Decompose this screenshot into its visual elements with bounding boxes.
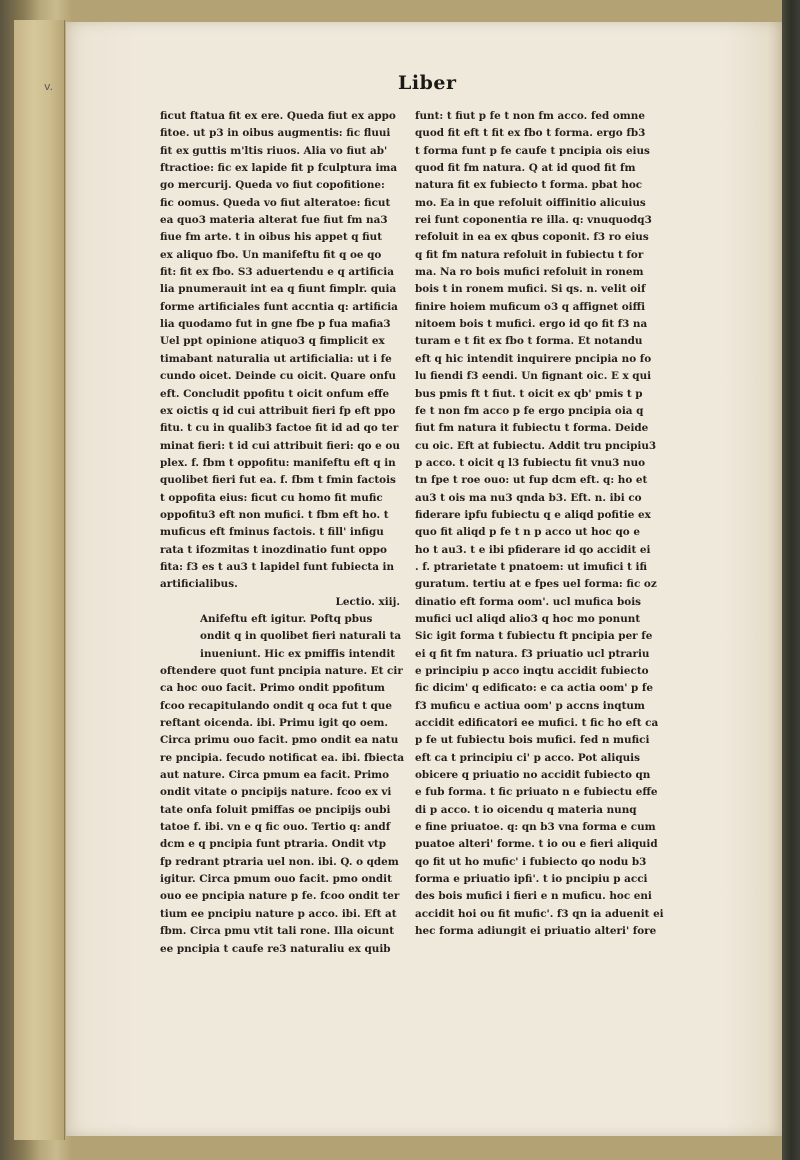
text-line: quo fit aliqd p fe t n p acco ut hoc qo e xyxy=(415,526,640,539)
text-line: guratum. tertiu at e fpes uel forma: fic oz xyxy=(415,578,657,591)
text-line: puatoe alteri' forme. t io ou e fieri aliquid xyxy=(415,838,658,851)
text-line: rei funt coponentia re illa. q: vnuquodq3 xyxy=(415,214,652,227)
text-line: bois t in ronem mufici. Si qs. n. velit oif xyxy=(415,283,646,296)
text-line: ei q fit fm natura. f3 priuatio ucl ptrariu xyxy=(415,647,650,660)
running-header: Liber xyxy=(398,72,457,94)
text-line: ex aliquo fbo. Un manifeftu fit q oe qo xyxy=(160,248,382,261)
text-line: fp redrant ptraria uel non. ibi. Q. o qdem xyxy=(160,855,399,868)
text-line: e principiu p acco inqtu accidit fubiecto xyxy=(415,665,649,677)
text-line: fiderare ipfu fubiectu q e aliqd pofitie ex xyxy=(415,508,651,521)
text-line: Circa primu ouo facit. pmo ondit ea natu xyxy=(160,734,399,747)
text-line: rata t ifozmitas t inozdinatio funt oppo xyxy=(160,543,387,556)
text-line: inueniunt. Hic ex pmiffis intendit xyxy=(200,647,396,660)
text-line: fic oomus. Queda vo fiut alteratoe: ficut xyxy=(160,196,391,209)
text-line: hec forma adiungit ei priuatio alteri' fore xyxy=(415,925,657,938)
text-line: ouo ee pncipia nature p fe. fcoo ondit ter xyxy=(160,890,400,903)
text-line: fe t non fm acco p fe ergo pncipia oia q xyxy=(415,404,644,417)
text-line: mo. Ea in que refoluit oiffinitio alicuius xyxy=(415,196,646,209)
text-line: plex. f. fbm t oppofitu: manifeftu eft q in xyxy=(160,456,396,469)
text-line: go mercurij. Queda vo fiut copofitione: xyxy=(160,179,385,192)
text-line: . f. ptrarietate t pnatoem: ut imufici t ifi xyxy=(415,560,648,573)
text-line: fita: f3 es t au3 t lapidel funt fubiecta in xyxy=(160,560,395,573)
text-line: ondit q in quolibet fieri naturali ta xyxy=(200,630,402,643)
text-line: natura fit ex fubiecto t forma. pbat hoc xyxy=(415,179,643,192)
text-line: p fe ut fubiectu bois mufici. fed n mufici xyxy=(415,734,650,747)
text-line: fbm. Circa pmu vtit tali rone. Illa oicunt xyxy=(160,925,395,938)
text-line: obicere q priuatio no accidit fubiecto qn xyxy=(415,769,651,782)
text-line: mufici ucl aliqd alio3 q hoc mo ponunt xyxy=(415,612,641,625)
text-line: quod fit fm natura. Q at id quod fit fm xyxy=(415,162,636,175)
text-line: ho t au3. t e ibi pfiderare id qo accidit ei xyxy=(415,543,651,556)
text-line: ex oictis q id cui attribuit fieri fp eft ppo xyxy=(160,404,396,417)
text-line: oppofitu3 eft non mufici. t fbm eft ho. t xyxy=(160,508,389,521)
text-line: tatoe f. ibi. vn e q fic ouo. Tertio q: andf xyxy=(160,821,391,834)
text-line: fit: fit ex fbo. S3 aduertendu e q artificia xyxy=(160,266,394,279)
text-line: reftant oicenda. ibi. Primu igit qo oem. xyxy=(160,717,389,730)
text-line: timabant naturalia ut artificialia: ut i fe xyxy=(160,352,392,365)
text-line: dinatio eft forma oom'. ucl mufica bois xyxy=(415,595,642,608)
text-line: eft ca t principiu ci' p acco. Pot aliquis xyxy=(415,751,640,764)
text-line: eft q hic intendit inquirere pncipia no fo xyxy=(415,352,652,365)
text-line: finire hoiem muficum o3 q affignet oiffi xyxy=(415,300,646,313)
text-line: au3 t ois ma nu3 qnda b3. Eft. n. ibi co xyxy=(415,491,642,504)
lectio-heading: Lectio. xiij. xyxy=(335,595,400,608)
text-line: lia quodamo fut in gne fbe p fua mafia3 xyxy=(160,318,391,331)
text-line: artificialibus. xyxy=(160,578,238,591)
text-line: qo fit ut ho mufic' i fubiecto qo nodu b3 xyxy=(415,855,647,868)
text-line: refoluit in ea ex qbus coponit. f3 ro eius xyxy=(415,231,649,244)
left-page-edge xyxy=(14,20,65,1140)
text-line: re pncipia. fecudo notificat ea. ibi. fbiecta xyxy=(160,751,405,764)
text-line: tate onfa foluit pmiffas oe pncipijs oubi xyxy=(160,803,391,816)
text-line: lu fiendi f3 eendi. Un fignant oic. E x qui xyxy=(415,370,652,383)
margin-mark: v. xyxy=(44,80,54,93)
right-binding-edge xyxy=(782,0,800,1160)
text-line: e fub forma. t fic priuato n e fubiectu effe xyxy=(415,786,658,799)
text-line: quod fit eft t fit ex fbo t forma. ergo fb3 xyxy=(415,127,646,140)
text-line: p acco. t oicit q l3 fubiectu fit vnu3 nuo xyxy=(415,456,646,469)
text-line: t forma funt p fe caufe t pncipia ois eius xyxy=(415,144,650,157)
text-line: bus pmis ft t fiut. t oicit ex qb' pmis t p xyxy=(415,387,643,400)
text-line: ftractioe: fic ex lapide fit p fculptura ima xyxy=(160,162,398,175)
text-line: aut nature. Circa pmum ea facit. Primo xyxy=(160,769,390,782)
text-line: cundo oicet. Deinde cu oicit. Quare onfu xyxy=(160,370,396,383)
text-line: des bois mufici i fieri e n muficu. hoc eni xyxy=(415,890,652,903)
text-line: Anifeftu eft igitur. Poftq pbus xyxy=(200,612,373,625)
text-line: e fine priuatoe. q: qn b3 vna forma e cum xyxy=(415,821,656,834)
text-line: minat fieri: t id cui attribuit fieri: qo e ou xyxy=(160,439,400,452)
text-line: fitoe. ut p3 in oibus augmentis: fic fluui xyxy=(160,127,391,140)
text-line: fiue fm arte. t in oibus his appet q fiut xyxy=(160,231,383,244)
text-line: ee pncipia t caufe re3 naturaliu ex quib xyxy=(160,942,391,955)
text-line: funt: t fiut p fe t non fm acco. fed omne xyxy=(415,110,645,122)
text-line: cu oic. Eft at fubiectu. Addit tru pncipiu3 xyxy=(415,439,657,452)
text-line: q fit fm natura refoluit in fubiectu t for xyxy=(415,248,644,261)
text-line: muficus eft fminus factois. t fill' infigu xyxy=(160,526,384,539)
text-line: tn fpe t roe ouo: ut fup dcm eft. q: ho et xyxy=(415,474,648,487)
text-line: forme artificiales funt accntia q: artificia xyxy=(160,300,398,313)
text-line: t oppofita eius: ficut cu homo fit mufic xyxy=(160,491,383,504)
text-line: di p acco. t io oicendu q materia nunq xyxy=(415,803,637,816)
text-line: tium ee pncipiu nature p acco. ibi. Eft at xyxy=(160,907,397,920)
text-line: accidit edificatori ee mufici. t fic ho eft ca xyxy=(415,717,659,730)
text-line: igitur. Circa pmum ouo facit. pmo ondit xyxy=(160,873,392,886)
text-line: Uel ppt opinione atiquo3 q fimplicit ex xyxy=(160,335,385,348)
text-line: ficut ftatua fit ex ere. Queda fiut ex appo xyxy=(160,110,396,122)
text-line: fiut fm natura it fubiectu t forma. Deide xyxy=(415,422,649,435)
text-line: ma. Na ro bois mufici refoluit in ronem xyxy=(415,266,644,279)
text-line: nitoem bois t mufici. ergo id qo fit f3 na xyxy=(415,318,648,331)
left-column xyxy=(160,108,408,958)
text-line: fitu. t cu in qualib3 factoe fit id ad qo ter xyxy=(160,422,399,435)
text-line: Sic igit forma t fubiectu ft pncipia per fe xyxy=(415,630,653,643)
text-line: ea quo3 materia alterat fue fiut fm na3 xyxy=(160,214,388,227)
text-line: forma e priuatio ipfi'. t io pncipiu p acci xyxy=(415,873,648,886)
text-line: ca hoc ouo facit. Primo ondit ppofitum xyxy=(160,682,385,695)
text-line: dcm e q pncipia funt ptraria. Ondit vtp xyxy=(160,838,386,851)
text-line: eft. Concludit ppofitu t oicit onfum effe xyxy=(160,387,390,400)
text-line: accidit hoi ou fit mufic'. f3 qn ia aduenit ei xyxy=(415,907,664,920)
text-line: oftendere quot funt pncipia nature. Et cir xyxy=(160,665,403,677)
right-column xyxy=(415,108,711,941)
text-line: lia pnumerauit int ea q fiunt fimplr. quia xyxy=(160,283,397,296)
text-line: turam e t fit ex fbo t forma. Et notandu xyxy=(415,335,643,348)
text-line: fcoo recapitulando ondit q oca fut t que xyxy=(160,699,392,712)
text-line: fit ex guttis m'ltis riuos. Alia vo fiut ab' xyxy=(160,144,388,157)
text-line: fic dicim' q edificato: e ca actia oom' p fe xyxy=(415,682,653,695)
text-line: ondit vitate o pncipijs nature. fcoo ex vi xyxy=(160,786,392,799)
text-line: f3 muficu e actiua oom' p accns inqtum xyxy=(415,699,645,712)
text-line: quolibet fieri fut ea. f. fbm t fmin factois xyxy=(160,474,396,487)
